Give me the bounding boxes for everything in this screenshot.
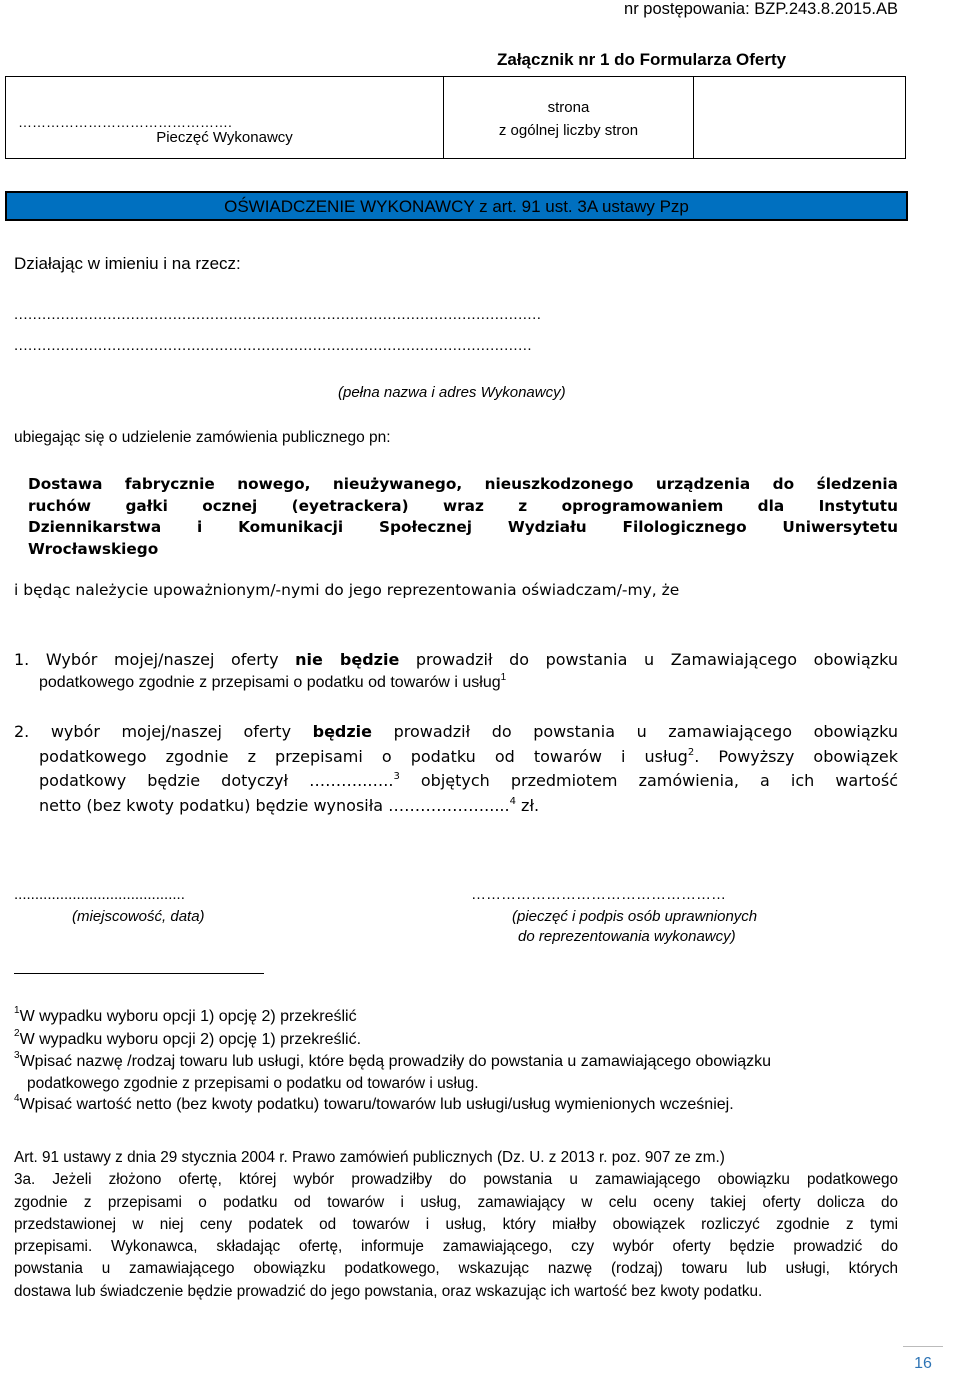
footnote-3-continuation: podatkowego zgodnie z przepisami o podatku od towarów i usług. (27, 1075, 479, 1092)
place-date-dots: ......................................... (14, 886, 185, 903)
option-1-emphasis: nie będzie (295, 650, 400, 669)
place-date-caption: (miejscowość, data) (72, 908, 205, 925)
page-count-cell (444, 77, 694, 158)
option-2-line-4b: zł. (515, 795, 540, 815)
option-2-line-3a: podatkowy będzie dotyczył ………..….. (39, 771, 394, 790)
annex-title: Załącznik nr 1 do Formularza Oferty (497, 50, 787, 69)
subject-line: Dostawa fabrycznie nowego, nieużywanego, nieuszkodzonego urządzenia do śledzenia (28, 475, 898, 493)
footnote-text: W wypadku wyboru opcji 1) opcję 2) przekreślić (19, 1008, 357, 1025)
stamp-dots: ………………………………………. (18, 114, 232, 130)
empty-cell (694, 77, 905, 158)
footnote-text: Wpisać nazwę /rodzaj towaru lub usługi, które będą prowadziły do powstania u zamawiającego obowiązku (19, 1053, 772, 1070)
stamp-label: Pieczęć Wykonawcy (156, 129, 293, 146)
procurement-subject (28, 474, 898, 560)
legal-line: 3a. Jeżeli złożono ofertę, której wybór prowadziłby do powstania u zamawiającego obowiązku podatkowego (14, 1171, 898, 1189)
footnote-number: 4 (14, 1093, 20, 1104)
legal-line: dostawa lub świadczenie będzie prowadzić do jego powstania, oraz wskazując ich wartość bez kwoty podatku. (14, 1282, 763, 1300)
option-1 (14, 648, 898, 694)
header-table (5, 76, 906, 159)
option-2-line-2a: podatkowego zgodnie z przepisami o podatku od towarów i usług (39, 746, 688, 766)
footnote-text: Wpisać wartość netto (bez kwoty podatku) towaru/towarów lub usługi/usług wymienionych wcześniej. (19, 1096, 734, 1113)
contractor-address-dots: ............................................................................................................... (14, 337, 533, 354)
subject-line: Wrocławskiego (28, 539, 159, 558)
seal-caption: (pieczęć i podpis osób uprawnionych (512, 908, 758, 925)
statement-title: OŚWIADCZENIE WYKONAWCY z art. 91 ust. 3A ustawy Pzp (224, 197, 689, 216)
option-2-line-2b: . Powyższy obowiązek (694, 746, 898, 766)
case-number: nr postępowania: BZP.243.8.2015.AB (624, 0, 898, 18)
signature-dots: …………………………………………… (471, 886, 726, 903)
statement-title-bar (5, 191, 908, 221)
footnote-number: 2 (14, 1028, 20, 1039)
footnote-4 (14, 1093, 734, 1116)
option-1-prefix: 1. Wybór mojej/naszej oferty (14, 650, 296, 669)
contractor-caption: (pełna nazwa i adres Wykonawcy) (338, 384, 566, 401)
legal-heading: Art. 91 ustawy z dnia 29 stycznia 2004 r. Prawo zamówień publicznych (Dz. U. z 2013 r. poz. 907 ze zm.) (14, 1149, 725, 1166)
option-1-rest: prowadził do powstania u Zamawiającego obowiązku (399, 650, 898, 669)
procurement-label: ubiegając się o udzielenie zamówienia publicznego pn: (14, 429, 391, 446)
page-label: strona (547, 99, 590, 116)
footnote-ref-3: 3 (393, 771, 400, 782)
total-pages-label: z ogólnej liczby stron (498, 122, 639, 139)
option-2-emphasis: będzie (312, 722, 373, 741)
seal-caption-continuation: do reprezentowania wykonawcy) (518, 928, 736, 945)
option-2-rest: prowadził do powstania u zamawiającego obowiązku (372, 722, 898, 741)
legal-line: powstania u zamawiającego obowiązku podatkowego, wskazując nazwę (rodzaj) towaru lub usługi, których (14, 1260, 898, 1278)
footnote-ref-4: 4 (509, 795, 516, 807)
legal-line: przedstawionej w niej ceny podatek od towarów i usług, który miałby obowiązek rozliczyć zgodnie z tymi (14, 1215, 898, 1233)
legal-basis (14, 1147, 898, 1303)
stamp-cell (6, 77, 444, 158)
option-2 (14, 720, 898, 818)
contractor-name-dots: ................................................................................................................. (14, 306, 542, 323)
option-2-line-3b: objętych przedmiotem zamówienia, a ich wartość (399, 771, 899, 790)
legal-line: zgodnie z przepisami o podatku od towarów i usług, zamawiający w celu oceny takiej oferty dolicza do (14, 1193, 898, 1211)
footnote-number: 3 (14, 1050, 20, 1061)
footnote-ref-1: 1 (500, 672, 507, 683)
option-1-line-2: podatkowego zgodnie z przepisami o podatku od towarów i usług (39, 674, 501, 691)
legal-line: przepisami. Wykonawca, składając ofertę, informuje zamawiającego, czy wybór oferty będzie prowadzić do (14, 1238, 898, 1256)
page-number: 16 (903, 1346, 943, 1373)
authorized-statement: i będąc należycie upoważnionym/-nymi do jego reprezentowania oświadczam/-my, że (14, 581, 680, 599)
footnote-3 (14, 1050, 771, 1073)
footnote-ref-2: 2 (687, 746, 695, 758)
footnote-text: W wypadku wyboru opcji 2) opcję 1) przekreślić. (19, 1031, 362, 1048)
option-2-prefix: 2. wybór mojej/naszej oferty (14, 722, 313, 741)
acting-label: Działając w imieniu i na rzecz: (14, 254, 241, 273)
footnote-1 (14, 1005, 357, 1028)
option-2-line-4a: netto (bez kwoty podatku) będzie wynosiła ………………..... (39, 795, 510, 815)
subject-line: Dziennikarstwa i Komunikacji Społecznej Wydziału Filologicznego Uniwersytetu (28, 518, 898, 536)
footnote-number: 1 (14, 1005, 20, 1016)
footnote-2 (14, 1028, 361, 1051)
footnote-separator (14, 973, 264, 974)
subject-line: ruchów gałki ocznej (eyetrackera) wraz z oprogramowaniem dla Instytutu (28, 496, 898, 515)
